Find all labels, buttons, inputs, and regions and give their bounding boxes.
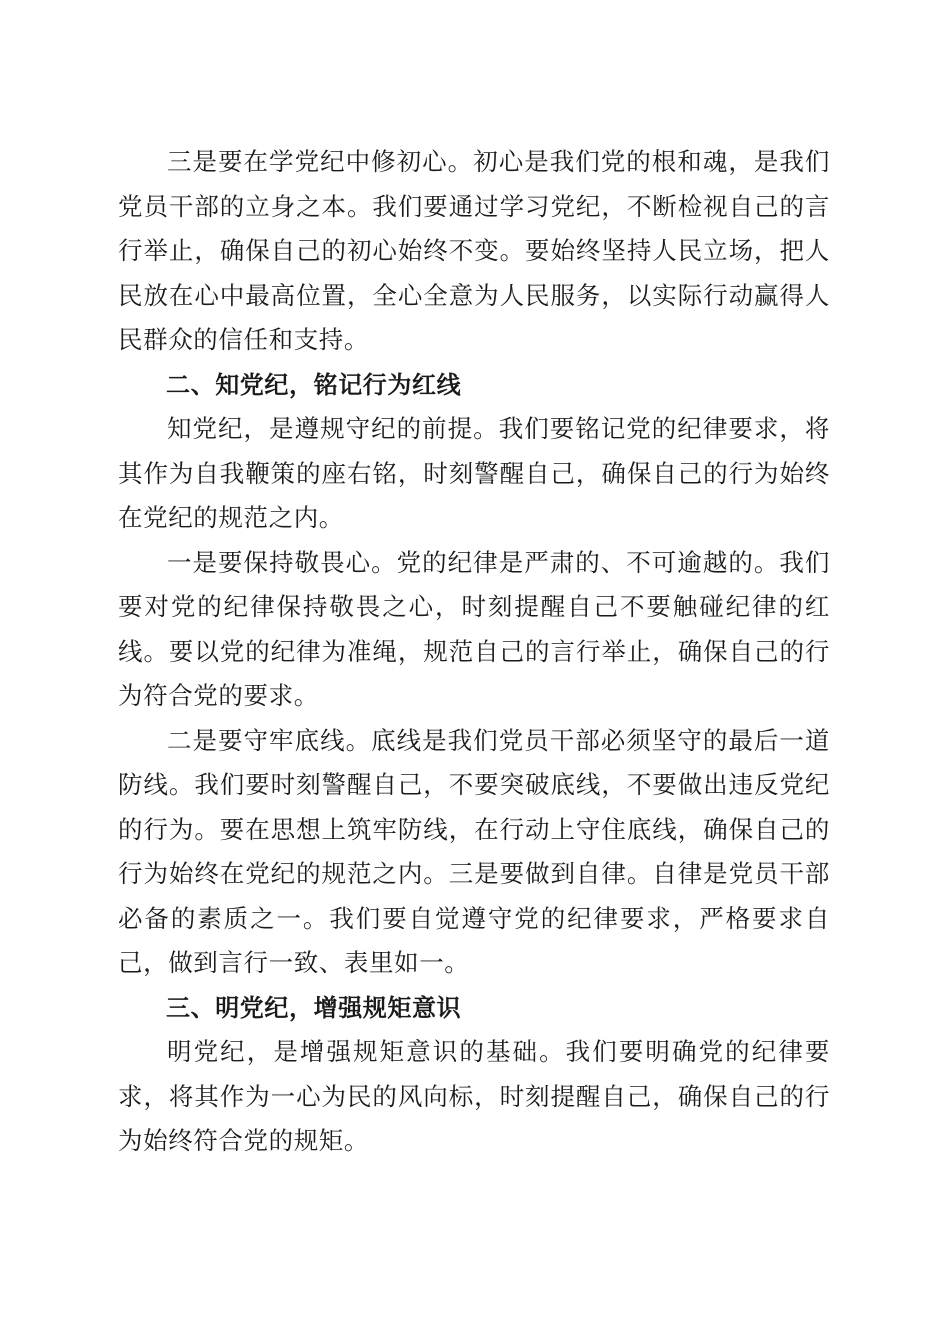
paragraph-lead: 三是要在学党纪中修初心。 xyxy=(167,147,474,176)
paragraph-text: 初心是我们党的根和魂，是我们党员干部的立身之本。我们要通过学习党纪，不断检视自己的言行举止，确保自己的初心始终不变。要始终坚持人民立场，把人民放在心中最高位置，全心全意为人民服务，以实际行动赢得人民群众的信任和支持。 xyxy=(118,147,830,354)
paragraph-text: 知党纪，是遵规守纪的前提。我们要铭记党的纪律要求，将其作为自我鞭策的座右铭，时刻警醒自己，确保自己的行为始终在党纪的规范之内。 xyxy=(118,414,830,532)
document-body xyxy=(118,140,830,1164)
paragraph-reverence xyxy=(118,541,830,719)
paragraph-text: 底线是我们党员干部必须坚守的最后一道防线。我们要时刻警醒自己，不要突破底线，不要做出违反党纪的行为。要在思想上筑牢防线，在行动上守住底线，确保自己的行为始终在党纪的规范之内。三是要做到自律。自律是党员干部必备的素质之一。我们要自觉遵守党的纪律要求，严格要求自己，做到言行一致、表里如一。 xyxy=(118,725,830,977)
paragraph-text: 党的纪律是严肃的、不可逾越的。我们要对党的纪律保持敬畏之心，时刻提醒自己不要触碰纪律的红线。要以党的纪律为准绳，规范自己的言行举止，确保自己的行为符合党的要求。 xyxy=(118,547,830,710)
paragraph-understand-discipline xyxy=(118,1030,830,1164)
paragraph-lead: 二是要守牢底线。 xyxy=(167,725,372,755)
section-heading-understand-discipline: 三、明党纪，增强规矩意识 xyxy=(166,993,462,1022)
paragraph-bottom-line xyxy=(118,719,830,986)
section-heading-know-discipline: 二、知党纪，铭记行为红线 xyxy=(166,370,462,399)
paragraph-lead: 一是要保持敬畏心。 xyxy=(167,547,397,577)
paragraph-know-discipline xyxy=(118,407,830,541)
paragraph-initial-heart xyxy=(118,140,830,363)
paragraph-text: 明党纪，是增强规矩意识的基础。我们要明确党的纪律要求，将其作为一心为民的风向标，时刻提醒自己，确保自己的行为始终符合党的规矩。 xyxy=(118,1037,830,1155)
